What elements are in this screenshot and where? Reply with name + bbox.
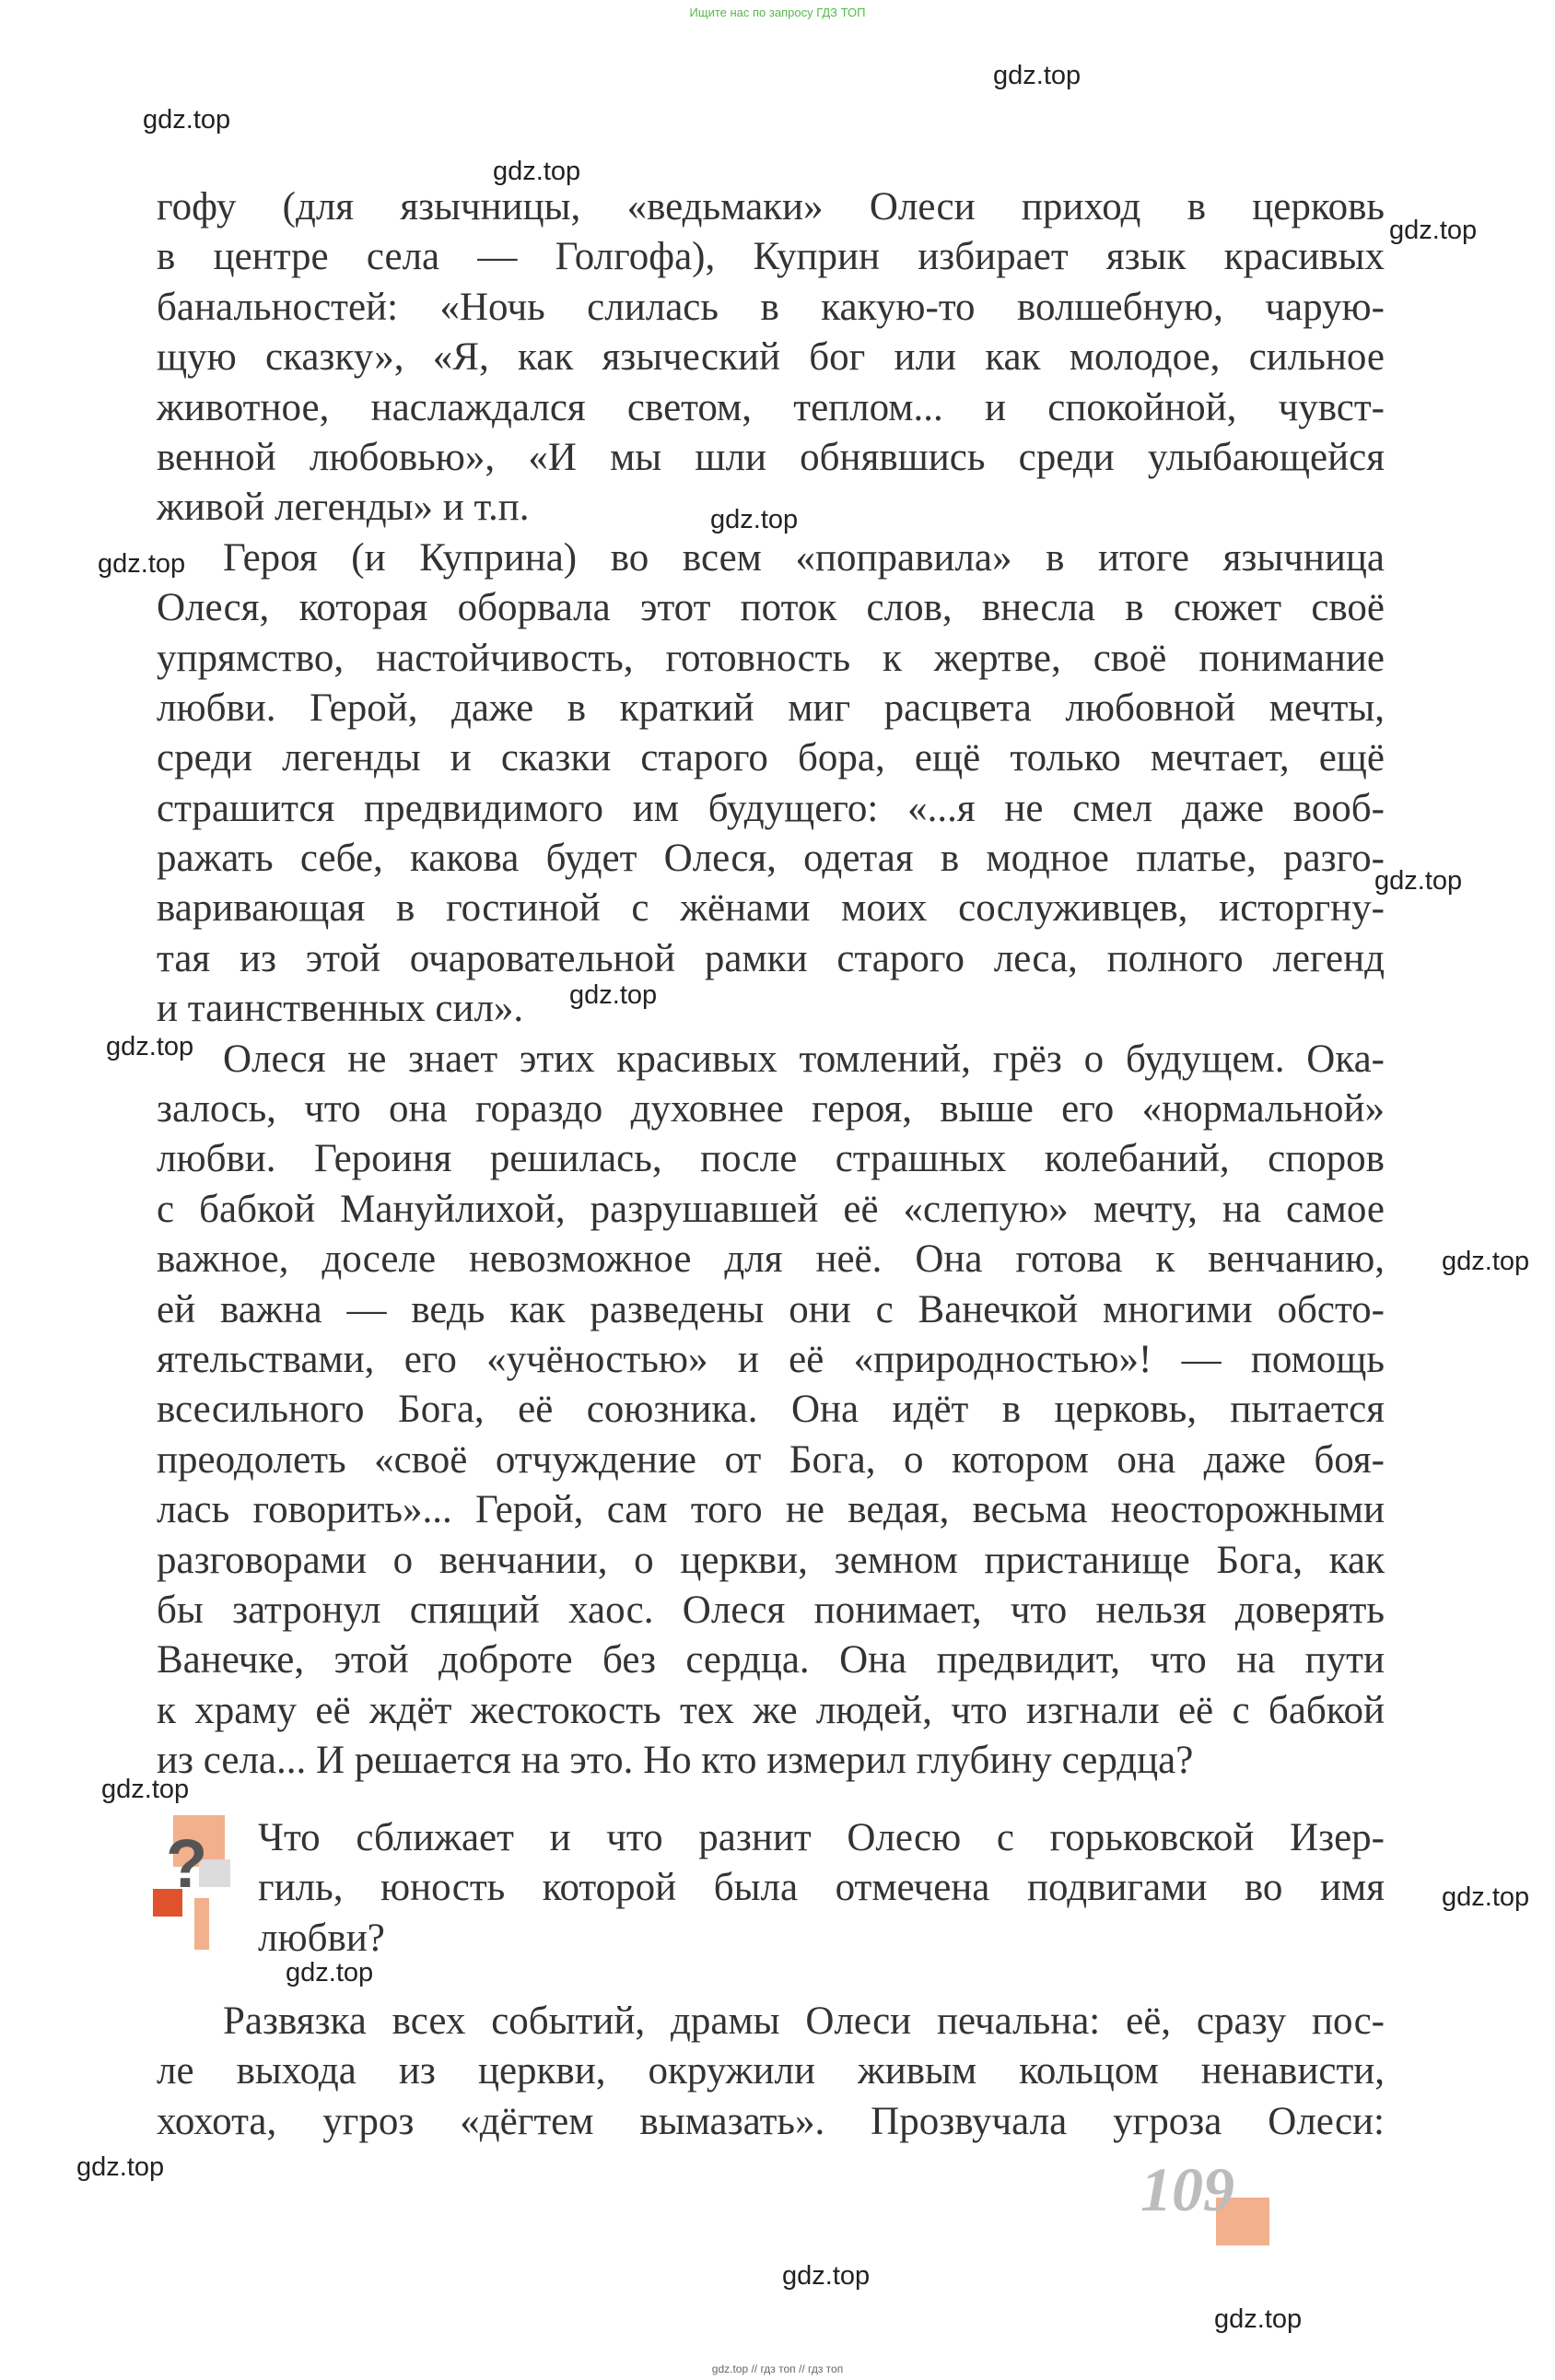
text-line: любви. Герой, даже в краткий миг расцвета любовной мечты, [157,686,1385,730]
text-line: из села... И решается на это. Но кто измерил глубину сердца? [157,1739,1194,1783]
text-line: разговорами о венчании, о церкви, земном пристанище Бога, как [157,1538,1385,1582]
watermark: gdz.top [1214,2304,1303,2334]
text-line: любви. Героиня решилась, после страшных колебаний, споров [157,1137,1385,1181]
watermark: gdz.top [782,2261,871,2291]
page-number: 109 [1140,2154,1234,2224]
watermark: gdz.top [569,980,658,1010]
text-line: лась говорить»... Герой, сам того не ведая, весьма неосторожными [157,1488,1385,1532]
question-line: любви? [258,1916,385,1960]
watermark: gdz.top [76,2152,165,2182]
text-line: Олеся, которая оборвала этот поток слов, внесла в сюжет своё [157,586,1385,630]
text-line: ей важна — ведь как разведены они с Ванечкой многими обсто- [157,1287,1385,1331]
watermark: gdz.top [1389,216,1478,245]
top-banner: Ищите нас по запросу ГДЗ ТОП [689,6,866,19]
text-line: ражать себе, какова будет Олеся, одетая в модное платье, разго- [157,837,1385,881]
text-line: страшится предвидимого им будущего: «...я не смел даже вооб- [157,786,1385,830]
text-line: тая из этой очаровательной рамки старого леса, полного легенд [157,936,1385,980]
text-line: в центре села — Голгофа), Куприн избирает язык красивых [157,235,1385,279]
watermark: gdz.top [1442,1247,1530,1276]
text-line: к храму её ждёт жестокость тех же людей, что изгнали её с бабкой [157,1688,1385,1732]
watermark: gdz.top [1374,866,1463,896]
text-line: венной любовью», «И мы шли обнявшись среди улыбающейся [157,435,1385,479]
text-line: варивающая в гостиной с жёнами моих сослуживцев, исторгну- [157,886,1385,931]
text-line: упрямство, настойчивость, готовность к жертве, своё понимание [157,636,1385,680]
watermark: gdz.top [1442,1882,1530,1912]
final-paragraph [157,1997,1385,2147]
text-line: всесильного Бога, её союзника. Она идёт в церковь, пытается [157,1388,1385,1432]
watermark: gdz.top [106,1032,194,1061]
text-line: Героя (и Куприна) во всем «поправила» в итоге язычница [223,535,1385,580]
text-line: важное, доселе невозможное для неё. Она готова к венчанию, [157,1237,1385,1282]
text-line: хохота, угроз «дёгтем вымазать». Прозвучала угроза Олеси: [157,2099,1385,2143]
text-line: Развязка всех событий, драмы Олеси печальна: её, сразу пос- [223,1999,1385,2043]
text-line: щую сказку», «Я, как языческий бог или как молодое, сильное [157,335,1385,380]
text-line: и таинственных сил». [157,987,524,1031]
text-line: залось, что она гораздо духовнее героя, выше его «нормальной» [157,1087,1385,1131]
text-line: живой легенды» и т.п. [157,486,530,530]
text-line: Ванечке, этой доброте без сердца. Она предвидит, что на пути [157,1638,1385,1682]
text-line: гофу (для язычницы, «ведьмаки» Олеси приход в церковь [157,185,1385,229]
text-line: ле выхода из церкви, окружили живым кольцом ненависти, [157,2049,1385,2093]
question-text [258,1813,1385,1964]
watermark: gdz.top [710,505,799,534]
text-line: животное, наслаждался светом, теплом... и спокойной, чувст- [157,385,1385,429]
watermark: gdz.top [286,1958,374,1987]
question-mark-icon [153,1813,245,1952]
watermark: gdz.top [143,105,231,135]
text-line: с бабкой Мануйлихой, разрушавшей её «слепую» мечту, на самое [157,1187,1385,1231]
text-line: ятельствами, его «учёностью» и её «природностью»! — помощь [157,1337,1385,1381]
question-line: гиль, юность которой была отмечена подвигами во имя [258,1866,1385,1910]
svg-text:?: ? [166,1825,208,1902]
body-text [157,182,1385,1787]
text-line: банальностей: «Ночь слилась в какую-то волшебную, чарую- [157,285,1385,329]
question-line: Что сближает и что разнит Олесю с горьковской Изер- [258,1816,1385,1859]
watermark: gdz.top [493,157,581,186]
watermark: gdz.top [101,1775,190,1804]
watermark: gdz.top [98,549,186,579]
text-line: преодолеть «своё отчуждение от Бога, о котором она даже боя- [157,1437,1385,1482]
text-line: среди легенды и сказки старого бора, ещё только мечтает, ещё [157,736,1385,780]
bottom-banner: gdz.top // гдз топ // гдз топ [711,2362,844,2375]
watermark: gdz.top [993,61,1081,90]
text-line: Олеся не знает этих красивых томлений, грёз о будущем. Ока- [223,1037,1385,1081]
text-line: бы затронул спящий хаос. Олеся понимает, что нельзя доверять [157,1588,1385,1632]
